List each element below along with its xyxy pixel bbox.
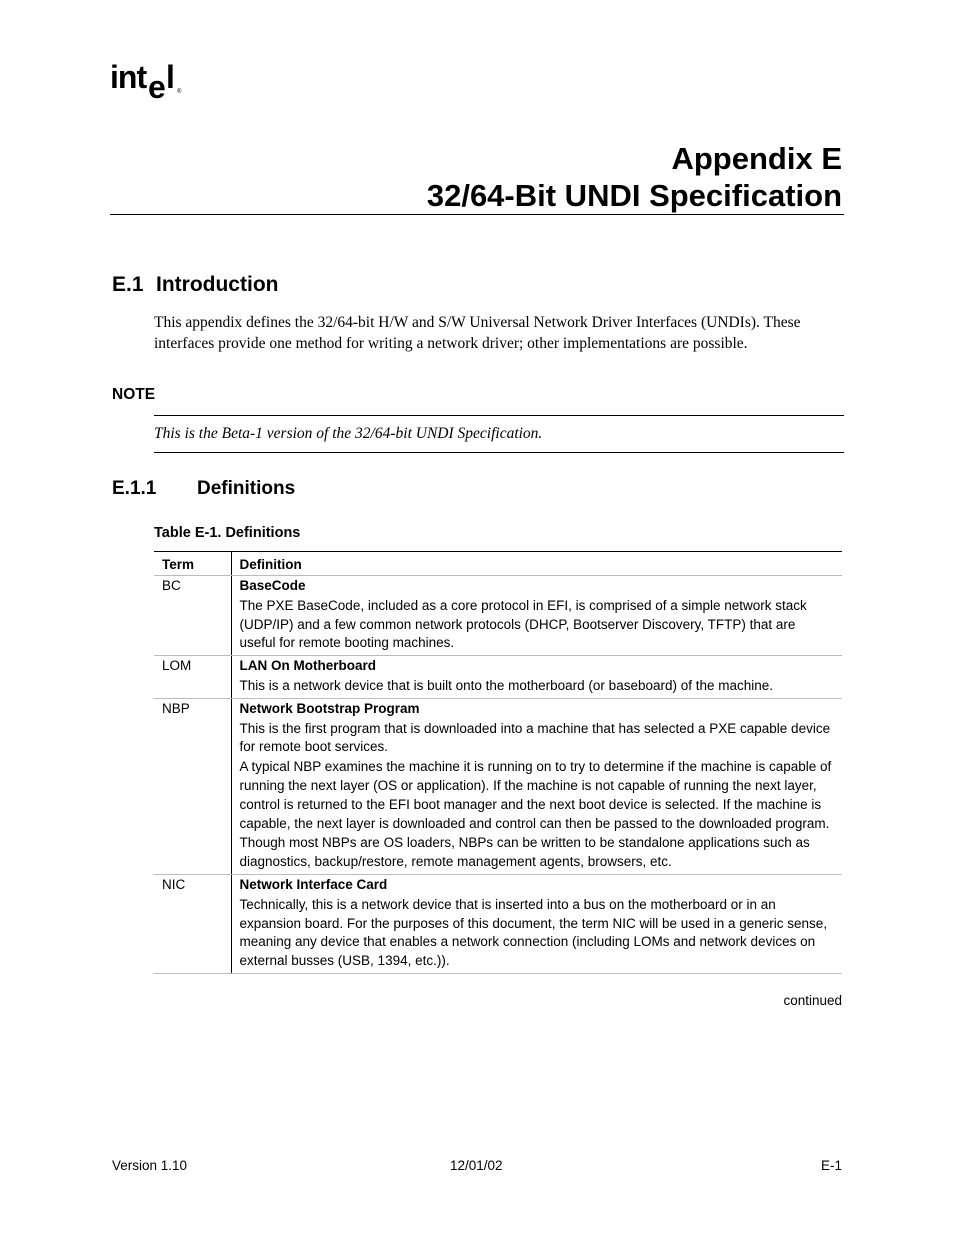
term-cell: NBP: [154, 698, 231, 874]
page-title: [427, 140, 842, 214]
definitions-table: [154, 551, 842, 974]
definition-title: Network Interface Card: [239, 876, 388, 892]
svg-text:l: l: [166, 59, 175, 95]
definition-text: This is a network device that is built onto the motherboard (or baseboard) of the machine.: [239, 677, 774, 693]
header-definition: Definition: [231, 552, 842, 576]
footer-page-number: E-1: [820, 1158, 842, 1173]
table-row: [154, 656, 842, 699]
subsection-title: Definitions: [197, 478, 296, 499]
subsection-number: E.1.1: [112, 478, 157, 499]
term-cell: LOM: [154, 656, 231, 699]
title-line-1: Appendix E: [671, 141, 842, 176]
definition-title: BaseCode: [239, 578, 306, 593]
note-text: This is the Beta-1 version of the 32/64-bit UNDI Specification.: [154, 425, 543, 442]
title-line-2: 32/64-Bit UNDI Specification: [426, 178, 842, 213]
definition-cell: [231, 656, 842, 699]
note-box: [154, 415, 844, 453]
svg-text:int: int: [110, 59, 147, 95]
svg-text:®: ®: [177, 89, 182, 95]
definition-text: Though most NBPs are OS loaders, NBPs can be written to be standalone applications such as diagnostics, backup/restore, remote management agents, browsers, etc.: [239, 835, 810, 870]
definition-cell: [231, 698, 842, 874]
definition-title: LAN On Motherboard: [239, 658, 376, 674]
term-cell: BC: [154, 576, 231, 656]
table-row: [154, 698, 842, 874]
section-title: Introduction: [156, 273, 279, 296]
section-number: E.1: [112, 273, 144, 296]
section-heading: [112, 273, 278, 297]
definition-cell: [231, 576, 842, 656]
subsection-heading: [112, 478, 295, 500]
table-header-row: [154, 552, 842, 576]
intro-paragraph: This appendix defines the 32/64-bit H/W and S/W Universal Network Driver Interfaces (UNDIs). These interfaces provide one method for writing a network driver; other implementations are possible.: [154, 314, 801, 352]
table-row: [154, 874, 842, 973]
footer-version: Version 1.10: [112, 1158, 188, 1173]
definition-cell: [231, 874, 842, 973]
note-label: NOTE: [112, 386, 156, 403]
definition-text: This is the first program that is downloaded into a machine that has selected a PXE capable device for remote boot services.: [239, 720, 831, 755]
header-term: Term: [154, 552, 231, 576]
continued-label: continued: [783, 993, 842, 1008]
table-caption: Table E-1. Definitions: [154, 525, 301, 541]
intel-logo: [110, 58, 190, 106]
footer-date: 12/01/02: [450, 1158, 503, 1173]
title-divider: [110, 214, 844, 215]
svg-text:e: e: [148, 69, 166, 105]
term-cell: NIC: [154, 874, 231, 973]
definition-text: The PXE BaseCode, included as a core protocol in EFI, is comprised of a simple network stack (UDP/IP) and a few common network protocols (DHCP, Bootserver Discovery, TFTP) that are useful for remote booting machines.: [239, 597, 807, 651]
definition-text: Technically, this is a network device that is inserted into a bus on the motherboard or in an expansion board. For the purposes of this document, the term NIC will be used in a generic sense, meaning any device that enables a network connection (including LOMs and network devices on external busses (USB, 1394, etc.)).: [239, 896, 828, 969]
table-row: [154, 576, 842, 656]
definition-title: Network Bootstrap Program: [239, 700, 420, 716]
definition-text: A typical NBP examines the machine it is running on to try to determine if the machine is capable of running the next layer (OS or application). If the machine is not capable of running the next layer, control is returned to the EFI boot manager and the next boot device is selected. If the machine is capable, the next layer is downloaded and control can then be passed to the downloaded program.: [239, 759, 832, 831]
